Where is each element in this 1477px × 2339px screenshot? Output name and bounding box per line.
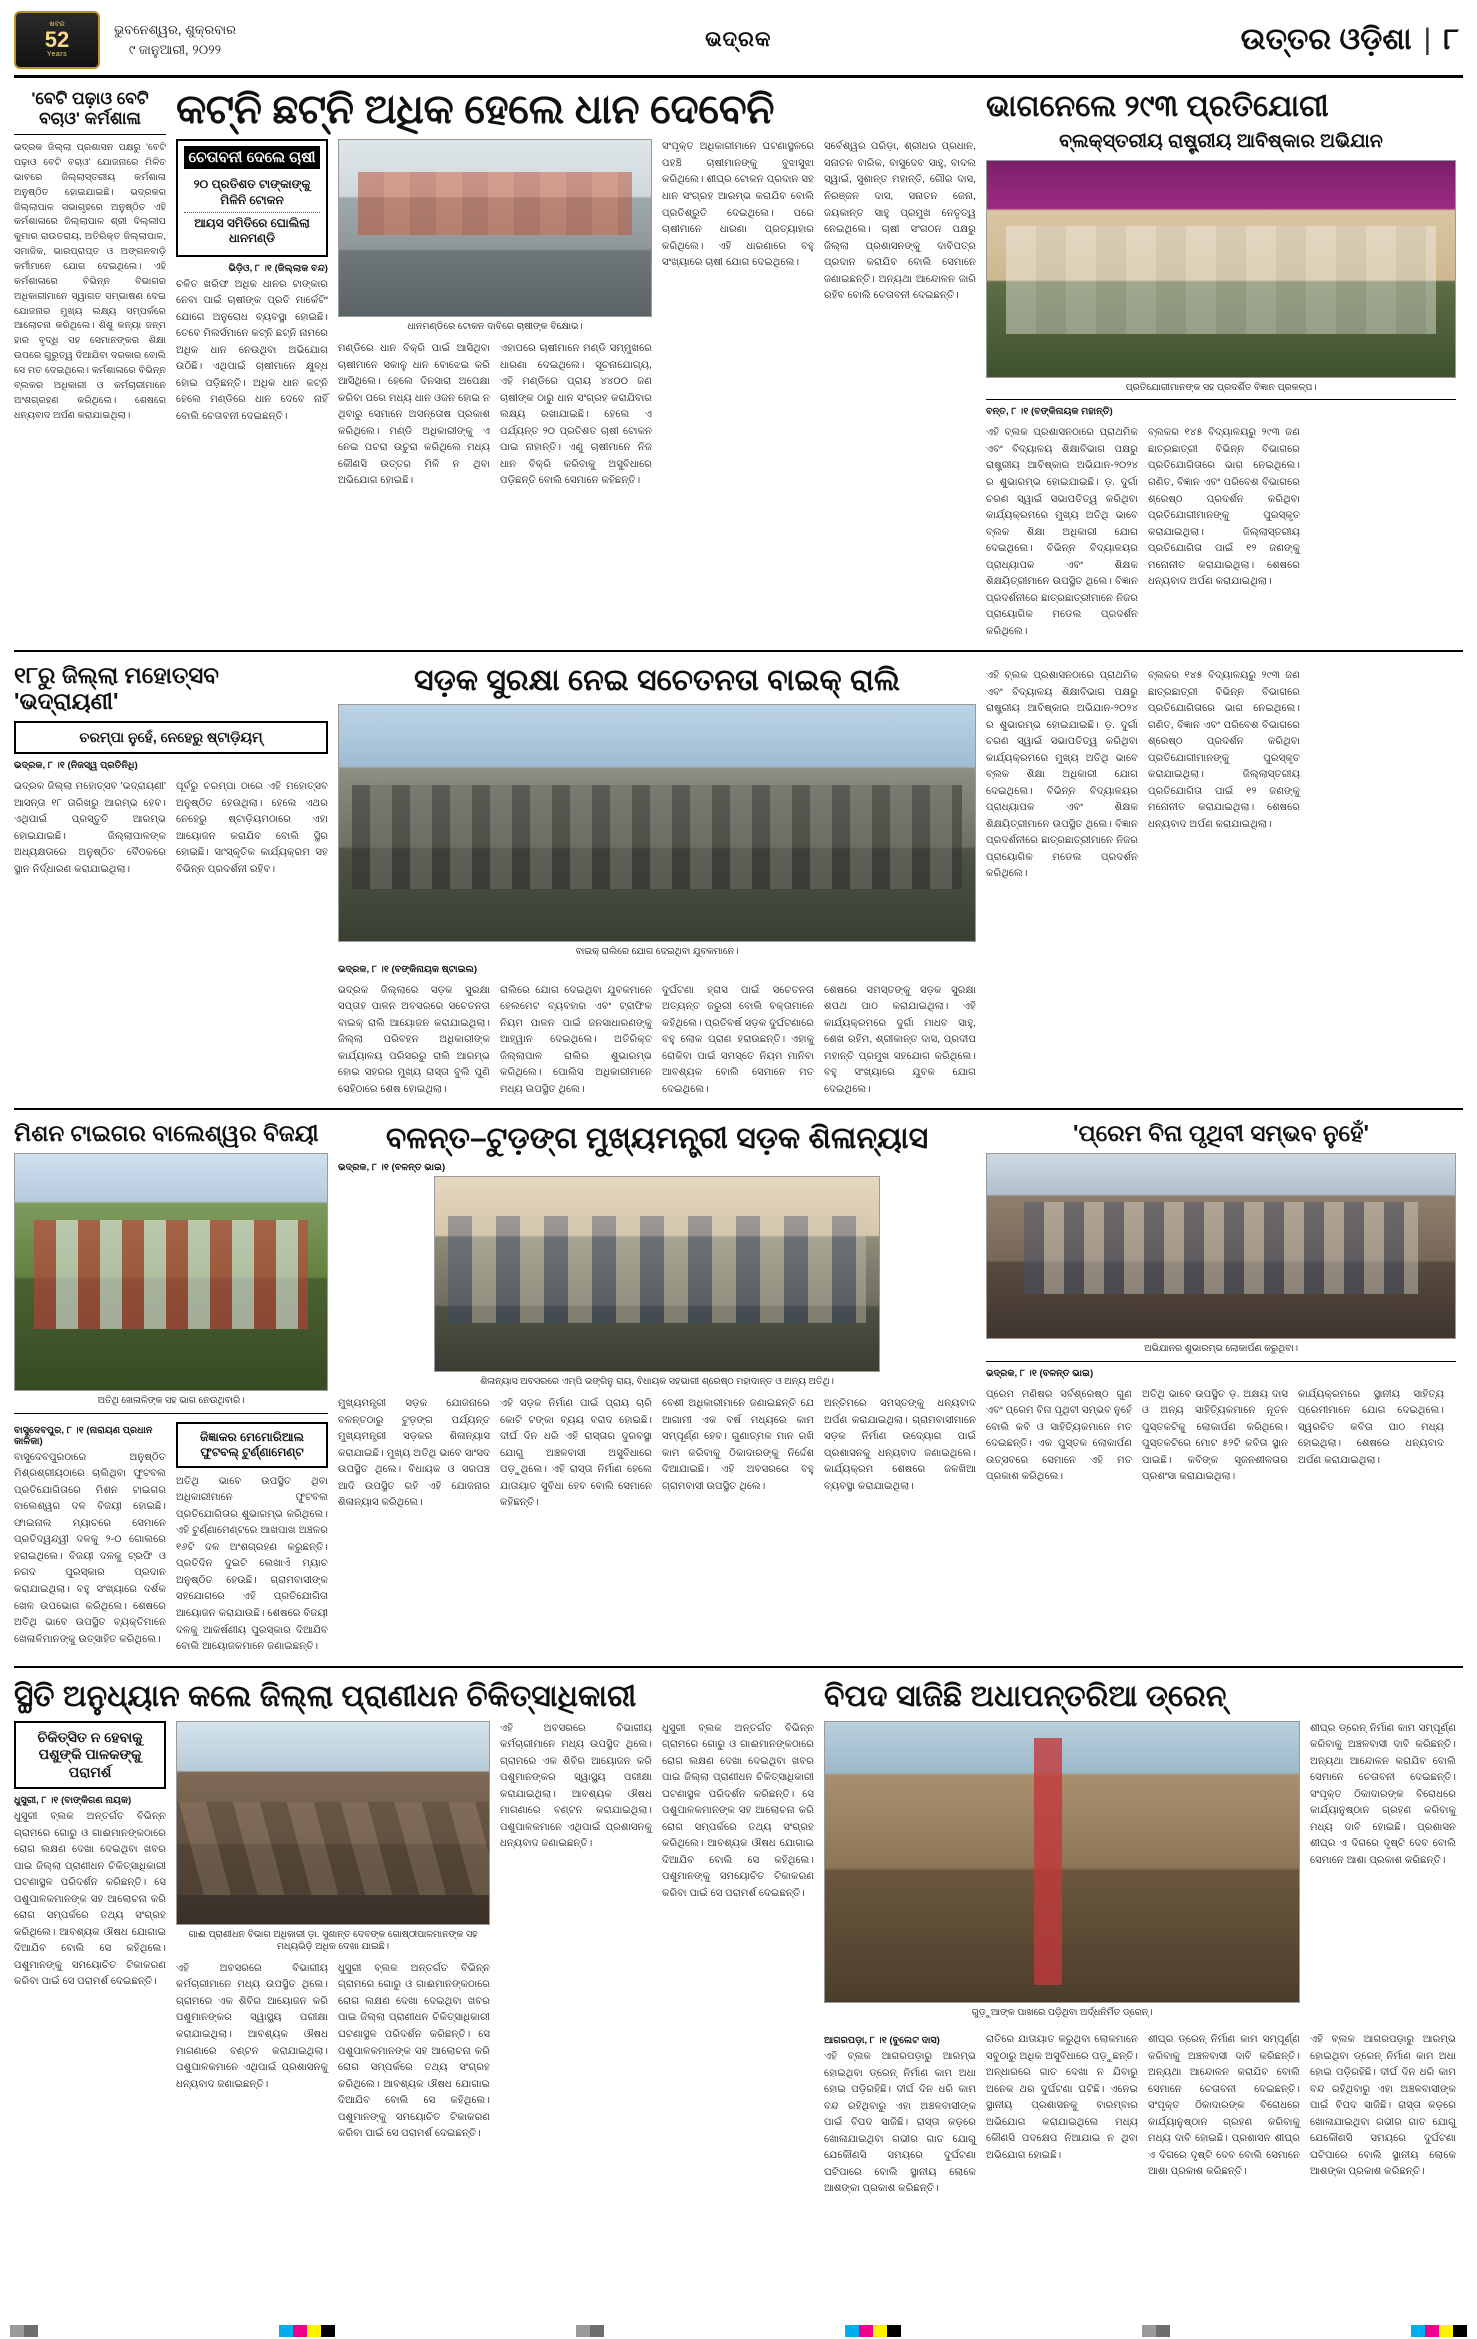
colorbar-group-gray-right [1142,2325,1170,2337]
dhana-col3-text: ଏହାପରେ ଚାଷୀମାନେ ମଣ୍ଡି ସମ୍ମୁଖରେ ଧାରଣା ଦେଇଥିଲେ। ସୂଚନାଯୋଗ୍ୟ, ଏହି ମଣ୍ଡିରେ ପ୍ରାୟ ୪୪୦୦ ଜଣ ଚାଷୀଙ୍କ ଠାରୁ ଧାନ ସଂଗ୍ରହ କରାଯିବାର ଲକ୍ଷ୍ୟ ରଖାଯାଇଛି। ହେଲେ ଏ ପର୍ଯ୍ୟନ୍ତ ୨୦ ପ୍ରତିଶତ ଚାଷୀ ଟୋକନ ପାଇ ନାହାନ୍ତି। ଏଣୁ ଚାଷୀମାନେ ନିଜ ଧାନ ବିକ୍ରି କରିବାକୁ ଅସୁବିଧାରେ ପଡ଼ିଛନ୍ତି ବୋଲି ସେମାନେ କହିଛନ୍ତି। [500,343,652,487]
dhana-col-a [176,139,328,489]
dhana-kicker-box [176,139,328,256]
vet-col1: ଧୁସୁରୀ ବ୍ଲକ ଅନ୍ତର୍ଗତ ବିଭିନ୍ନ ଗ୍ରାମରେ ଗୋରୁ ଓ ଗାଈମାନଙ୍କଠାରେ ରୋଗ ଲକ୍ଷଣ ଦେଖା ଦେଇଥିବା ଖବର ପାଇ ଜିଲ୍ଲା ପ୍ରାଣୀଧନ ଚିକିତ୍ସାଧିକାରୀ ଘଟଣାସ୍ଥଳ ପରିଦର୍ଶନ କରିଛନ୍ତି। ସେ ପଶୁପାଳକମାନଙ୍କ ସହ ଆଲୋଚନା କରି ରୋଗ ସମ୍ପର୍କରେ ତଥ୍ୟ ସଂଗ୍ରହ କରିଥିଲେ। ଆବଶ୍ୟକ ଔଷଧ ଯୋଗାଇ ଦିଆଯିବ ବୋଲି ସେ କହିଥିଲେ। ପଶୁମାନଙ୍କୁ ସମୟୋଚିତ ଟିକାକରଣ କରିବା ପାଇଁ ସେ ପରାମର୍ଶ ଦେଇଛନ୍ତି। [14,1811,166,1988]
dhana-sub-cols [338,341,652,490]
bhadrayani-col2: ପୂର୍ବରୁ ଚରମ୍ପା ଠାରେ ଏହି ମହୋତ୍ସବ ଅନୁଷ୍ଠିତ ହେଉଥିଲା। ହେଲେ ଏଥର ନେହେରୁ ଷ୍ଟାଡ଼ିୟମଠାରେ ଏହା ଆୟୋଜନ କରାଯିବ ବୋଲି ସ୍ଥିର ହୋଇଛି। ସାଂସ୍କୃତିକ କାର୍ଯ୍ୟକ୍ରମ ସହ ବିଭିନ୍ନ ପ୍ରଦର୍ଶନୀ ରହିବ। [176,781,328,875]
football-caption: ଅତିଥି ଖେଳାଳିଙ୍କ ସହ ଭାଗ ନେଉଥିବାରି। [97,1394,245,1406]
masthead [14,10,1463,78]
prema-photo [986,1153,1456,1339]
logo-years: 52 [44,26,70,52]
drain-columns [824,1721,1456,2025]
bike-rally-dateline: ଭଦ୍ରକ, ୮ ।୧ (ବଙ୍କିନାୟକ ଷ୍ଟାଇଲ) [338,963,478,975]
divider [14,1666,1463,1668]
prema-col2: ଅତିଥି ଭାବେ ଉପସ୍ଥିତ ଡ଼. ଅକ୍ଷୟ ଦାସ ଓ ଅନ୍ୟ ସାହିତ୍ୟିକମାନେ ନୂତନ ପୁସ୍ତକଟିକୁ ଲୋକାର୍ପଣ କରିଥିଲେ। ପୁସ୍ତକଟିରେ ମୋଟ ୫୨ଟି କବିତା ସ୍ଥାନ ପାଇଛି। କବିଙ୍କ ସୃଜନଶୀଳତାର ପ୍ରଶଂସା କରାଯାଇଥିଲା। [1142,1388,1288,1483]
swatch-black [321,2325,335,2337]
science-cont-columns [986,668,1456,883]
colorbar-group-cmyk-3 [1411,2325,1467,2337]
divider [14,1108,1463,1110]
drain-col2b: ଶୀଘ୍ର ଡ୍ରେନ୍ ନିର୍ମାଣ କାମ ସମ୍ପୂର୍ଣ୍ଣ କରିବାକୁ ଅଞ୍ଚଳବାସୀ ଦାବି କରିଛନ୍ତି। ଅନ୍ୟଥା ଆନ୍ଦୋଳନ କରାଯିବ ବୋଲି ସେମାନେ ଚେତାବନୀ ଦେଇଛନ୍ତି। ସଂପୃକ୍ତ ଠିକାଦାରଙ୍କ ବିରୋଧରେ କାର୍ଯ୍ୟାନୁଷ୍ଠାନ ଗ୍ରହଣ କରିବାକୁ ମଧ୍ୟ ଦାବି ହୋଇଛି। ପ୍ରଶାସନ ଶୀଘ୍ର ଏ ଦିଗରେ ଦୃଷ୍ଟି ଦେବ ବୋଲି ସେମାନେ ଆଶା ପ୍ରକାଶ କରିଛନ୍ତି। [1148,2034,1300,2178]
football-columns [14,1422,328,1656]
page-number: ୮ [1443,22,1459,56]
colorbar-group-gray-left [10,2325,38,2337]
drain-col3: ଶୀଘ୍ର ଡ୍ରେନ୍ ନିର୍ମାଣ କାମ ସମ୍ପୂର୍ଣ୍ଣ କରିବାକୁ ଅଞ୍ଚଳବାସୀ ଦାବି କରିଛନ୍ତି। ଅନ୍ୟଥା ଆନ୍ଦୋଳନ କରାଯିବ ବୋଲି ସେମାନେ ଚେତାବନୀ ଦେଇଛନ୍ତି। ସଂପୃକ୍ତ ଠିକାଦାରଙ୍କ ବିରୋଧରେ କାର୍ଯ୍ୟାନୁଷ୍ଠାନ ଗ୍ରହଣ କରିବାକୁ ମଧ୍ୟ ଦାବି ହୋଇଛି। ପ୍ରଶାସନ ଶୀଘ୍ର ଏ ଦିଗରେ ଦୃଷ୍ଟି ଦେବ ବୋଲି ସେମାନେ ଆଶା ପ୍ରକାଶ କରିଛନ୍ତି। [1310,1722,1456,1866]
article-bike-rally [338,660,976,1098]
swatch-magenta [293,2325,307,2337]
football-photo [14,1153,328,1391]
vet-photo-wrap [176,1721,490,2143]
bhadrayani-dateline: ଭଦ୍ରକ, ୮ ।୧ (ନିଜସ୍ୱ ପ୍ରତିନିଧି) [14,760,138,772]
colorbar-group-cmyk-2 [845,2325,901,2337]
science-col2: ବ୍ଲକର ୧୪୫ ବିଦ୍ୟାଳୟରୁ ୨୯୩ ଜଣ ଛାତ୍ରଛାତ୍ରୀ ବିଭିନ୍ନ ବିଭାଗରେ ପ୍ରତିଯୋଗିତାରେ ଭାଗ ନେଇଥିଲେ। ଗଣିତ, ବିଜ୍ଞାନ ଏବଂ ପରିବେଶ ବିଭାଗରେ ଶ୍ରେଷ୍ଠ ପ୍ରଦର୍ଶନ କରିଥିବା ପ୍ରତିଯୋଗୀମାନଙ୍କୁ ପୁରସ୍କୃତ କରାଯାଇଥିଲା। ଜିଲ୍ଲାସ୍ତରୀୟ ପ୍ରତିଯୋଗିତା ପାଇଁ ୧୨ ଜଣଙ୍କୁ ମନୋନୀତ କରାଯାଇଥିଲା। ଶେଷରେ ଧନ୍ୟବାଦ ଅର୍ପଣ କରାଯାଇଥିଲା। [1148,427,1300,588]
vet-photo [176,1721,490,1925]
dhana-col4-text: ସଂପୃକ୍ତ ଅଧିକାରୀମାନେ ଘଟଣାସ୍ଥଳରେ ପହଞ୍ଚି ଚାଷୀମାନଙ୍କୁ ବୁଝାସୁଝା କରିଥିଲେ। ଶୀଘ୍ର ଟୋକନ ପ୍ରଦାନ ସହ ଧାନ ସଂଗ୍ରହ ଆରମ୍ଭ କରାଯିବ ବୋଲି ପ୍ରତିଶ୍ରୁତି ଦେଇଥିଲେ। ପରେ ଚାଷୀମାନେ ଧାରଣା ପ୍ରତ୍ୟାହାର କରିଥିଲେ। ଏହି ଧାରଣାରେ ବହୁ ସଂଖ୍ୟାରେ ଚାଷୀ ଯୋଗ ଦେଇଥିଲେ। [662,141,814,269]
article-bhadrayani [14,660,328,1098]
divider [14,650,1463,652]
drain-headline: ବିପଦ ସାଜିଛି ଅଧାପନ୍ତରିଆ ଡ୍ରେନ୍ [824,1679,1227,1713]
swatch-yellow [307,2325,321,2337]
bhadrayani-columns [14,779,328,878]
memorial-headline: ଜିଜ୍ଞାକର ମେମୋରିଆଲ ଫୁଟବଲ୍ ଟୁର୍ଣ୍ଣାମେଣ୍ଟ [176,1422,328,1468]
vet-dateline: ଧୁସୁରୀ, ୮ ।୧ (ବାଙ୍କିଗଣ ନାୟକ) [14,1795,132,1807]
cm-road-columns [338,1396,976,1512]
bhadrayani-col1: ଭଦ୍ରକ ଜିଲ୍ଲା ମହୋତ୍ସବ 'ଭଦ୍ରାୟଣୀ' ଆସନ୍ତା ୧୮ ତାରିଖରୁ ଆରମ୍ଭ ହେବ। ଏଥିପାଇଁ ପ୍ରସ୍ତୁତି ଆରମ୍ଭ ହୋଇଯାଇଛି। ଜିଲ୍ଲାପାଳଙ୍କ ଅଧ୍ୟକ୍ଷତାରେ ଅନୁଷ୍ଠିତ ବୈଠକରେ ସ୍ଥାନ ନିର୍ଦ୍ଧାରଣ କରାଯାଇଥିଲା। [14,781,166,875]
vet-kicker: ଚିକିତ୍ସିତ ନ ହେବାକୁ ପଶୁଙ୍କି ପାଳକଙ୍କୁ ପରାମର୍ଶ [14,1721,166,1790]
article-football [14,1118,328,1655]
football-headline: ମିଶନ ଟାଇଗର ବାଲେଶ୍ୱର ବିଜୟୀ [14,1120,319,1147]
article-beti [14,86,166,640]
drain-col1: ଏହି ବ୍ଲକ ଆଗରପଡ଼ାରୁ ଆରମ୍ଭ ହୋଇଥିବା ଡ୍ରେନ୍ ନିର୍ମାଣ କାମ ଅଧା ହୋଇ ପଡ଼ିରହିଛି। ଦୀର୍ଘ ଦିନ ଧରି କାମ ବନ୍ଦ ରହିଥିବାରୁ ଏହା ଅଞ୍ଚଳବାସୀଙ୍କ ପାଇଁ ବିପଦ ସାଜିଛି। ରାସ୍ତା କଡ଼ରେ ଖୋଳାଯାଇଥିବା ଗଭୀର ଗାତ ଯୋଗୁ ଯେକୌଣସି ସମୟରେ ଦୁର୍ଘଟଣା ଘଟିପାରେ ବୋଲି ସ୍ଥାନୀୟ ଲୋକେ ଆଶଙ୍କା ପ୍ରକାଶ କରିଛନ୍ତି। [824,2051,976,2195]
dhana-col5-text: ସର୍ବେଶ୍ୱର ପରିଡ଼ା, ଶ୍ରୀଧର ପ୍ରଧାନ, ସନାତନ ବାରିକ, ବାସୁଦେବ ସାହୁ, ବାଦଲ ସ୍ୱାଇଁ, ସୁଶାନ୍ତ ମହାନ୍ତି, ଗୌର ଦାସ, ନିରଞ୍ଜନ ଦାସ, ସନାତନ ଜେନା, ଜୟକାନ୍ତ ସାହୁ ପ୍ରମୁଖ ନେତୃତ୍ୱ ନେଇଥିଲେ। ଚାଷୀ ସଂଗଠନ ପକ୍ଷରୁ ଜିଲ୍ଲା ପ୍ରଶାସନଙ୍କୁ ଦାବିପତ୍ର ପ୍ରଦାନ କରାଯିବ ବୋଲି ସେମାନେ ଜଣାଇଛନ୍ତି। ଅନ୍ୟଥା ଆନ୍ଦୋଳନ ଜାରି ରହିବ ବୋଲି ଚେତାବନୀ ଦେଇଛନ୍ତି। [824,141,976,302]
masthead-date-line1: ଭୁବନେଶ୍ୱର, ଶୁକ୍ରବାର [114,22,236,37]
cm-road-caption: ଶିଳାନ୍ୟାସ ଅବସରରେ ଏମ୍‌ପି ଭଙ୍ଗିନୁ ରାୟ, ବିଧାୟକ ସହଭାଗୀ ଶ୍ରେଷ୍ଠ ମହାଦାନ୍ତ ଓ ଅନ୍ୟ ଅତିଥି। [480,1375,834,1387]
swatch-cyan [279,2325,293,2337]
drain-dateline: ଆଗରପଡ଼ା, ୮ ।୧ (ବୁଲେଟ ଦାସ) [824,2035,940,2047]
bhadrayani-kicker: ଚରମ୍ପା ନୁହେଁ, ନେହେରୁ ଷ୍ଟାଡ଼ିୟମ୍ [14,721,328,755]
football-dateline: ବାସୁଦେବପୁର, ୮ ।୧ (ନାରାୟଣ ପ୍ରଧାନ କାଳିକା) [14,1424,153,1447]
science-photo [986,160,1456,378]
drain-caption: ଗୁଡ଼ୁଆଙ୍କ ପାଖରେ ପଡ଼ିଥିବା ଅର୍ଦ୍ଧନିର୍ମିତ ଡ୍ରେନ୍। [971,2005,1153,2017]
prema-columns [986,1387,1456,1486]
article-cm-road [338,1118,976,1655]
row-3 [14,1118,1463,1655]
swatch-gray [10,2325,24,2337]
vet-col-a [14,1721,166,2143]
swatch-gray [576,2325,590,2337]
prema-caption: ଅଭିଯାନର ଶୁଭାରମ୍ଭ ଲୋକାର୍ପଣ କରୁଥିବା। [1144,1342,1298,1354]
article-drain [824,1676,1456,2198]
cm-road-photo [434,1176,881,1372]
prema-dateline: ଭଦ୍ରକ, ୮ ।୧ (ବଳନ୍ତ ଭାଇ) [986,1367,1094,1379]
science-continued [986,660,1456,1098]
cm-road-dateline: ଭଦ୍ରକ, ୮ ।୧ (ବଳନ୍ତ ଭାଇ) [338,1162,446,1174]
beti-body: ଭଦ୍ରକ ଜିଲ୍ଲା ପ୍ରଶାସନ ପକ୍ଷରୁ 'ବେଟି ପଢ଼ାଓ ବେଟି ବଚାଓ' ଯୋଜନାରେ ମିଳିତ ଭାବରେ ଜିଲ୍ଲାସ୍ତରୀୟ କର୍ମଶାଳା ଅନୁଷ୍ଠିତ ହୋଇଯାଇଛି। ଭଦ୍ରକର ଜିଲ୍ଲାପାଳ ସଭାଗୃହରେ ଅନୁଷ୍ଠିତ ଏହି କର୍ମଶାଳାରେ ଜିଲ୍ଲାପାଳ ଶ୍ରୀ ଦିଲ୍ଲୀପ କୁମାର ରାଉତରାୟ, ଅତିରିକ୍ତ ଜିଲ୍ଲାପାଳ, ସମାଜିକ, ଭାରପ୍ରାପ୍ତ ଓ ଅଙ୍ଗନବାଡ଼ି କର୍ମୀମାନେ ଯୋଗ ଦେଇଥିଲେ। ଏହି କର୍ମଶାଳାରେ ବିଭିନ୍ନ ବିଭାଗର ଅଧିକାରୀମାନେ ସ୍ୱାଗତ ସମ୍ଭାଷଣ ଦେଇ ଯୋଜନାର ମୁଖ୍ୟ ଲକ୍ଷ୍ୟ ସମ୍ପର୍କରେ ଆଲୋଚନା କରିଥିଲେ। ଶିଶୁ କନ୍ୟା ଜନ୍ମ ହାର ବୃଦ୍ଧି ସହ ସେମାନଙ୍କର ଶିକ୍ଷା ଉପରେ ଗୁରୁତ୍ୱ ଦିଆଯିବା ଦରକାର ବୋଲି ସେ ମତ ଦେଇଥିଲେ। କର୍ମଶାଳାରେ ବିଭିନ୍ନ ବ୍ଲକର ଅଧିକାରୀ ଓ କର୍ମଚାରୀମାନେ ଅଂଶଗ୍ରହଣ କରିଥିଲେ। ଶେଷରେ ଧନ୍ୟବାଦ ଅର୍ପଣ କରାଯାଇଥିଲା। [14,142,166,421]
swatch-cyan [1411,2325,1425,2337]
newspaper-logo [14,11,100,69]
science-dateline: ବନ୍ତ, ୮ ।୧ (ବଙ୍କିନାୟକ ମହାନ୍ତି) [986,406,1113,418]
vet-col2: ଏହି ଅବସରରେ ବିଭାଗୀୟ କର୍ମଚାରୀମାନେ ମଧ୍ୟ ଉପସ୍ଥିତ ଥିଲେ। ଗ୍ରାମରେ ଏକ ଶିବିର ଆୟୋଜନ କରି ପଶୁମାନଙ୍କର ସ୍ୱାସ୍ଥ୍ୟ ପରୀକ୍ଷା କରାଯାଇଥିଲା। ଆବଶ୍ୟକ ଔଷଧ ମାଗଣାରେ ବଣ୍ଟନ କରାଯାଇଥିଲା। ପଶୁପାଳକମାନେ ଏଥିପାଇଁ ପ୍ରଶାସନକୁ ଧନ୍ୟବାଦ ଜଣାଇଛନ୍ତି। [176,1962,328,2090]
bike-rally-caption: ବାଇକ୍ ରାଲିରେ ଯୋଗ ଦେଇଥିବା ଯୁବକମାନେ। [575,945,739,957]
bike-rally-columns [338,983,976,1099]
bike-rally-photo [338,704,976,942]
swatch-black [887,2325,901,2337]
colorbar-group-cmyk-1 [279,2325,335,2337]
prema-headline: 'ପ୍ରେମ ବିନା ପୃଥିବୀ ସମ୍ଭବ ନୁହେଁ' [1073,1120,1369,1147]
photo-content [339,140,651,316]
swatch-darkgray [24,2325,38,2337]
dhana-col1-text: ଚଳିତ ଖରିଫ ଅଧିକ ଧାନର ଟାଙ୍କାର ନେବା ପାଇଁ ଚାଷୀଙ୍କ ପ୍ରତି ମାର୍କେଟିଂ ଯୋଗେ ଅନୁରୋଧ ବ୍ୟବସ୍ଥା ହୋଇଛି। ତେବେ ମିଲର୍ସମାନେ କଟ୍‌ନି ଛଟ୍‌ନି ନାମରେ ଅଧିକ ଧାନ ନେଉଥିବା ଅଭିଯୋଗ ଉଠିଛି। ଏଥିପାଇଁ ଚାଷୀମାନେ କ୍ଷୁବ୍ଧ ହୋଇ ପଡ଼ିଛନ୍ତି। ଅଧିକ ଧାନ କଟ୍‌ନି ହେଲେ ମଣ୍ଡିରେ ଧାନ ଦେବେ ନାହିଁ ବୋଲି ଚେତାବନୀ ଦେଇଛନ୍ତି। [176,278,328,422]
vet-col-d [500,1721,652,2143]
dhana-col-d [662,139,814,489]
article-vet [14,1676,814,2198]
swatch-gray [1142,2325,1156,2337]
vet-col5: ଧୁସୁରୀ ବ୍ଲକ ଅନ୍ତର୍ଗତ ବିଭିନ୍ନ ଗ୍ରାମରେ ଗୋରୁ ଓ ଗାଈମାନଙ୍କଠାରେ ରୋଗ ଲକ୍ଷଣ ଦେଖା ଦେଇଥିବା ଖବର ପାଇ ଜିଲ୍ଲା ପ୍ରାଣୀଧନ ଚିକିତ୍ସାଧିକାରୀ ଘଟଣାସ୍ଥଳ ପରିଦର୍ଶନ କରିଛନ୍ତି। ସେ ପଶୁପାଳକମାନଙ୍କ ସହ ଆଲୋଚନା କରି ରୋଗ ସମ୍ପର୍କରେ ତଥ୍ୟ ସଂଗ୍ରହ କରିଥିଲେ। ଆବଶ୍ୟକ ଔଷଧ ଯୋଗାଇ ଦିଆଯିବ ବୋଲି ସେ କହିଥିଲେ। ପଶୁମାନଙ୍କୁ ସମୟୋଚିତ ଟିକାକରଣ କରିବା ପାଇଁ ସେ ପରାମର୍ଶ ଦେଇଛନ୍ତି। [662,1722,814,1899]
dhana-headline: କଟ୍‌ନି ଛଟ୍‌ନି ଅଧିକ ହେଲେ ଧାନ ଦେବେନି [176,86,774,132]
divider [14,1413,328,1414]
masthead-edition: ଭଦ୍ରକ [705,27,772,51]
swatch-darkgray [1156,2325,1170,2337]
drain-col3b: ଏହି ବ୍ଲକ ଆଗରପଡ଼ାରୁ ଆରମ୍ଭ ହୋଇଥିବା ଡ୍ରେନ୍ ନିର୍ମାଣ କାମ ଅଧା ହୋଇ ପଡ଼ିରହିଛି। ଦୀର୍ଘ ଦିନ ଧରି କାମ ବନ୍ଦ ରହିଥିବାରୁ ଏହା ଅଞ୍ଚଳବାସୀଙ୍କ ପାଇଁ ବିପଦ ସାଜିଛି। ରାସ୍ତା କଡ଼ରେ ଖୋଳାଯାଇଥିବା ଗଭୀର ଗାତ ଯୋଗୁ ଯେକୌଣସି ସମୟରେ ଦୁର୍ଘଟଣା ଘଟିପାରେ ବୋଲି ସ୍ଥାନୀୟ ଲୋକେ ଆଶଙ୍କା ପ୍ରକାଶ କରିଛନ୍ତି। [1310,2034,1456,2178]
prema-col3: କାର୍ଯ୍ୟକ୍ରମରେ ସ୍ଥାନୀୟ ସାହିତ୍ୟ ପ୍ରେମୀମାନେ ଯୋଗ ଦେଇଥିଲେ। ସ୍ୱରଚିତ କବିତା ପାଠ ମଧ୍ୟ ହୋଇଥିଲା। ଶେଷରେ ଧନ୍ୟବାଦ ଅର୍ପଣ କରାଯାଇଥିଲା। [1298,1388,1444,1466]
photo-content [435,1177,880,1371]
registration-colorbar [0,2323,1477,2339]
dhana-col-e [824,139,976,489]
photo-content [987,1154,1455,1338]
swatch-yellow [873,2325,887,2337]
cm-road-col4: ଅନ୍ତିମରେ ସମସ୍ତଙ୍କୁ ଧନ୍ୟବାଦ ଅର୍ପଣ କରାଯାଇଥିଲା। ଗ୍ରାମବାସୀମାନେ ସଡ଼କ ନିର୍ମାଣ ଉଦ୍ୟୋଗ ପାଇଁ ପ୍ରଶାସନକୁ ଧନ୍ୟବାଦ ଜଣାଇଥିଲେ। କାର୍ଯ୍ୟକ୍ରମ ଶେଷରେ ଜଳଖିଆ ବ୍ୟବସ୍ଥା କରାଯାଇଥିଲା। [824,1398,976,1492]
row-4 [14,1676,1463,2198]
vet-sub-cols [176,1961,490,2143]
beti-headline: 'ବେଟି ପଢ଼ାଓ ବେଟି ବଚାଓ' କର୍ମଶାଳା [31,89,149,128]
divider [986,1361,1456,1362]
logo-top-text: ଖବର [49,20,65,28]
dhana-photo [338,139,652,317]
bhadrayani-headline: ୧୮ରୁ ଜିଲ୍ଲା ମହୋତ୍ସବ 'ଭଦ୍ରାୟଣୀ' [14,662,219,714]
science-caption: ପ୍ରତିଯୋଗୀମାନଙ୍କ ସହ ପ୍ରଦର୍ଶିତ ବିଜ୍ଞାନ ପ୍ରକଳ୍ପ। [1125,380,1317,392]
photo-content [825,1722,1299,2002]
row-1 [14,86,1463,640]
swatch-magenta [1425,2325,1439,2337]
bike-rally-col1: ଭଦ୍ରକ ଜିଲ୍ଲାରେ ସଡ଼କ ସୁରକ୍ଷା ସପ୍ତାହ ପାଳନ ଅବସରରେ ସଚେତନତା ବାଇକ୍ ରାଲି ଆୟୋଜନ କରାଯାଇଥିଲା। ଜିଲ୍ଲା ପରିବହନ ଅଧିକାରୀଙ୍କ କାର୍ଯ୍ୟାଳୟ ପରିସରରୁ ରାଲି ଆରମ୍ଭ ହୋଇ ସହରର ମୁଖ୍ୟ ରାସ୍ତା ବୁଲି ପୁଣି ସେହିଠାରେ ଶେଷ ହୋଇଥିଲା। [338,984,490,1095]
memorial-col1: ଅତିଥି ଭାବେ ଉପସ୍ଥିତ ଥିବା ଅଧିକାରୀମାନେ ଫୁଟବଲ ପ୍ରତିଯୋଗିତାର ଶୁଭାରମ୍ଭ କରିଥିଲେ। ଏହି ଟୁର୍ଣ୍ଣାମେଣ୍ଟରେ ଆଖପାଖ ଅଞ୍ଚଳର ୧୬ଟି ଦଳ ଅଂଶଗ୍ରହଣ କରୁଛନ୍ତି। ପ୍ରତିଦିନ ଦୁଇଟି ଲେଖାଏଁ ମ୍ୟାଚ ଅନୁଷ୍ଠିତ ହେଉଛି। ଗ୍ରାମବାସୀଙ୍କ ସହଯୋଗରେ ଏହି ପ୍ରତିଯୋଗିତା ଆୟୋଜନ କରାଯାଉଛି। ଶେଷରେ ବିଜୟୀ ଦଳକୁ ଆକର୍ଷଣୀୟ ପୁରସ୍କାର ଦିଆଯିବ ବୋଲି ଆୟୋଜକମାନେ ଜଣାଇଛନ୍ତି। [176,1475,328,1653]
row-2 [14,660,1463,1098]
masthead-separator: | [1423,22,1432,56]
vet-headline: ସ୍ଥିତି ଅନୁଧ୍ୟାନ କଲେ ଜିଲ୍ଲା ପ୍ରାଣୀଧନ ଚିକିତ୍ସାଧିକାରୀ [14,1679,637,1713]
dhana-columns [176,139,976,489]
cm-road-col2: ଏହି ସଡ଼କ ନିର୍ମାଣ ପାଇଁ ପ୍ରାୟ ଚାରି କୋଟି ଟଙ୍କା ବ୍ୟୟ ବରାଦ ହୋଇଛି। ଦୀର୍ଘ ଦିନ ଧରି ଏହି ରାସ୍ତାର ଦୁରବସ୍ଥା ଯୋଗୁ ଅଞ୍ଚଳବାସୀ ଅସୁବିଧାରେ ପଡ଼ୁଥିଲେ। ଏହି ରାସ୍ତା ନିର୍ମାଣ ହେଲେ ଯାତାୟାତ ସୁବିଧା ହେବ ବୋଲି ସେମାନେ କହିଛନ୍ତି। [500,1398,652,1509]
bike-rally-headline: ସଡ଼କ ସୁରକ୍ଷା ନେଇ ସଚେତନତା ବାଇକ୍ ରାଲି [414,664,900,698]
science-cont-col2: ବ୍ଲକର ୧୪୫ ବିଦ୍ୟାଳୟରୁ ୨୯୩ ଜଣ ଛାତ୍ରଛାତ୍ରୀ ବିଭିନ୍ନ ବିଭାଗରେ ପ୍ରତିଯୋଗିତାରେ ଭାଗ ନେଇଥିଲେ। ଗଣିତ, ବିଜ୍ଞାନ ଏବଂ ପରିବେଶ ବିଭାଗରେ ଶ୍ରେଷ୍ଠ ପ୍ରଦର୍ଶନ କରିଥିବା ପ୍ରତିଯୋଗୀମାନଙ୍କୁ ପୁରସ୍କୃତ କରାଯାଇଥିଲା। ଜିଲ୍ଲାସ୍ତରୀୟ ପ୍ରତିଯୋଗିତା ପାଇଁ ୧୨ ଜଣଙ୍କୁ ମନୋନୀତ କରାଯାଇଥିଲା। ଶେଷରେ ଧନ୍ୟବାଦ ଅର୍ପଣ କରାଯାଇଥିଲା। [1148,670,1300,830]
drain-photo-wrap [824,1721,1300,2025]
vet-col-e [662,1721,814,2143]
football-col1-wrap [14,1422,166,1656]
article-prema [986,1118,1456,1655]
drain-photo [824,1721,1300,2003]
science-col1: ଏହି ବ୍ଲକ ପ୍ରଶାସନଠାରେ ପ୍ରାଥମିକ ଏବଂ ବିଦ୍ୟାଳୟ ଶିକ୍ଷାବିଭାଗ ପକ୍ଷରୁ ରାଷ୍ଟ୍ରୀୟ ଆବିଷ୍କାର ଅଭିଯାନ-୨୦୨୪ ର ଶୁଭାରମ୍ଭ ହୋଇଯାଇଛି। ଡ଼. ଦୁର୍ଗା ଚରଣ ସ୍ୱାଇଁ ସଭାପତିତ୍ୱ କରିଥିବା କାର୍ଯ୍ୟକ୍ରମରେ ମୁଖ୍ୟ ଅତିଥି ଭାବେ ବ୍ଲକ ଶିକ୍ଷା ଅଧିକାରୀ ଯୋଗ ଦେଇଥିଲେ। ବିଭିନ୍ନ ବିଦ୍ୟାଳୟର ପ୍ରାଧ୍ୟାପକ ଏବଂ ଶିକ୍ଷକ ଶିକ୍ଷୟିତ୍ରୀମାନେ ଉପସ୍ଥିତ ଥିଲେ। ବିଜ୍ଞାନ ପ୍ରଦର୍ଶନୀରେ ଛାତ୍ରଛାତ୍ରୀମାନେ ନିଜର ପ୍ରାୟୋଗିକ ମଡେଲ ପ୍ରଦର୍ଶନ କରିଥିଲେ। [986,427,1138,637]
science-cont-col1: ଏହି ବ୍ଲକ ପ୍ରଶାସନଠାରେ ପ୍ରାଥମିକ ଏବଂ ବିଦ୍ୟାଳୟ ଶିକ୍ଷାବିଭାଗ ପକ୍ଷରୁ ରାଷ୍ଟ୍ରୀୟ ଆବିଷ୍କାର ଅଭିଯାନ-୨୦୨୪ ର ଶୁଭାରମ୍ଭ ହୋଇଯାଇଛି। ଡ଼. ଦୁର୍ଗା ଚରଣ ସ୍ୱାଇଁ ସଭାପତିତ୍ୱ କରିଥିବା କାର୍ଯ୍ୟକ୍ରମରେ ମୁଖ୍ୟ ଅତିଥି ଭାବେ ବ୍ଲକ ଶିକ୍ଷା ଅଧିକାରୀ ଯୋଗ ଦେଇଥିଲେ। ବିଭିନ୍ନ ବିଦ୍ୟାଳୟର ପ୍ରାଧ୍ୟାପକ ଏବଂ ଶିକ୍ଷକ ଶିକ୍ଷୟିତ୍ରୀମାନେ ଉପସ୍ଥିତ ଥିଲେ। ବିଜ୍ଞାନ ପ୍ରଦର୍ଶନୀରେ ଛାତ୍ରଛାତ୍ରୀମାନେ ନିଜର ପ୍ରାୟୋଗିକ ମଡେଲ ପ୍ରଦର୍ଶନ କରିଥିଲେ। [986,670,1138,880]
article-memorial [176,1422,328,1656]
drain-col-right [1310,1721,1456,2025]
drain-columns-lower [824,2032,1456,2198]
dhana-box-item-1: ଆୟସ ସମିତିରେ ଘୋଲିଲା ଧାନମଣ୍ଡି [184,212,320,250]
science-columns [986,425,1456,640]
masthead-region: ଉତ୍ତର ଓଡ଼ିଶା [1240,22,1412,56]
swatch-cyan [845,2325,859,2337]
cm-road-col1: ମୁଖ୍ୟମନ୍ତ୍ରୀ ସଡ଼କ ଯୋଜନାରେ ବଳନ୍ତଠାରୁ ଟୁଡ଼ଙ୍ଗ ପର୍ଯ୍ୟନ୍ତ ମୁଖ୍ୟମନ୍ତ୍ରୀ ସଡ଼କର ଶିଳାନ୍ୟାସ କରାଯାଇଛି। ମୁଖ୍ୟ ଅତିଥି ଭାବେ ସାଂସଦ ଉପସ୍ଥିତ ଥିଲେ। ବିଧାୟକ ଓ ସରପଞ୍ଚ ଆଦି ଉପସ୍ଥିତ ରହି ଏହି ଯୋଜନାର ଶିଳାନ୍ୟାସ କରିଥିଲେ। [338,1398,490,1509]
dhana-box-item-0: ୨୦ ପ୍ରତିଶତ ଟାଙ୍କାଙ୍କୁ ମିଳିନି ଟୋକନ [193,177,311,208]
vet-col4: ଏହି ଅବସରରେ ବିଭାଗୀୟ କର୍ମଚାରୀମାନେ ମଧ୍ୟ ଉପସ୍ଥିତ ଥିଲେ। ଗ୍ରାମରେ ଏକ ଶିବିର ଆୟୋଜନ କରି ପଶୁମାନଙ୍କର ସ୍ୱାସ୍ଥ୍ୟ ପରୀକ୍ଷା କରାଯାଇଥିଲା। ଆବଶ୍ୟକ ଔଷଧ ମାଗଣାରେ ବଣ୍ଟନ କରାଯାଇଥିଲା। ପଶୁପାଳକମାନେ ଏଥିପାଇଁ ପ୍ରଶାସନକୁ ଧନ୍ୟବାଦ ଜଣାଇଛନ୍ତି। [500,1722,652,1850]
cm-road-headline: ବଳନ୍ତ–ଟୁଡ଼ଙ୍ଗ ମୁଖ୍ୟମନ୍ତ୍ରୀ ସଡ଼କ ଶିଳାନ୍ୟାସ [385,1122,929,1156]
drain-col2: ରାତିରେ ଯାତାୟାତ କରୁଥିବା ଲୋକମାନେ ସବୁଠାରୁ ଅଧିକ ଅସୁବିଧାରେ ପଡ଼ୁଛନ୍ତି। ଅନ୍ଧାରରେ ଗାତ ଦେଖା ନ ଯିବାରୁ ଅନେକ ଥର ଦୁର୍ଘଟଣା ଘଟିଛି। ଏନେଇ ସ୍ଥାନୀୟ ପ୍ରଶାସନକୁ ବାରମ୍ବାର ଅଭିଯୋଗ କରାଯାଇଥିଲେ ମଧ୍ୟ କୌଣସି ପଦକ୍ଷେପ ନିଆଯାଇ ନ ଥିବା ଅଭିଯୋଗ ହୋଇଛି। [986,2034,1138,2161]
logo-years-label: Years [46,51,68,59]
drain-lower-a [824,2032,976,2198]
science-headline: ଭାଗନେଲେ ୨୯୩ ପ୍ରତିଯୋଗୀ [986,90,1329,123]
article-dhana [176,86,976,640]
swatch-yellow [1439,2325,1453,2337]
dhana-caption: ଧାନମଣ୍ଡିରେ ଟୋକନ ଦାବିରେ ଚାଷୀଙ୍କ ବିକ୍ଷୋଭ। [407,320,583,332]
swatch-darkgray [590,2325,604,2337]
cm-road-col3: ବେଶୀ ଅଧିକାରୀମାନେ ଜଣାଇଛନ୍ତି ଯେ ଆଗାମୀ ଏକ ବର୍ଷ ମଧ୍ୟରେ କାମ ସମ୍ପୂର୍ଣ୍ଣ ହେବ। ଗୁଣାତ୍ମକ ମାନ ରଖି କାମ କରିବାକୁ ଠିକାଦାରଙ୍କୁ ନିର୍ଦ୍ଦେଶ ଦିଆଯାଇଛି। ଏହି ଅବସରରେ ବହୁ ଗ୍ରାମବାସୀ ଉପସ୍ଥିତ ଥିଲେ। [662,1398,814,1492]
bike-rally-col4: ଶେଷରେ ସମସ୍ତଙ୍କୁ ସଡ଼କ ସୁରକ୍ଷା ଶପଥ ପାଠ କରାଯାଇଥିଲା। ଏହି କାର୍ଯ୍ୟକ୍ରମରେ ଦୁର୍ଗା ମାଧବ ସାହୁ, ଶେଖ ରହିମ, ଶ୍ରୀକାନ୍ତ ଦାସ, ପ୍ରଦୀପ ମହାନ୍ତି ପ୍ରମୁଖ ସହଯୋଗ କରିଥିଲେ। ବହୁ ସଂଖ୍ୟାରେ ଯୁବକ ଯୋଗ ଦେଇଥିଲେ। [824,984,976,1095]
masthead-region-group [1241,23,1463,57]
dhana-dateline: ଭିଡ଼ିଓ, ୮ ।୧ (ଜିଲ୍ଲାକ ବନ୍ଦ) [228,262,328,274]
photo-content [15,1154,327,1390]
swatch-magenta [859,2325,873,2337]
dhana-box-list [184,174,320,249]
colorbar-group-gray-mid [576,2325,604,2337]
swatch-black [1453,2325,1467,2337]
dhana-photo-wrap [338,139,652,489]
science-subhead: ବ୍ଲକ୍‌ସ୍ତରୀୟ ରାଷ୍ଟ୍ରୀୟ ଆବିଷ୍କାର ଅଭିଯାନ [1059,131,1383,152]
bike-rally-col3: ଦୁର୍ଘଟଣା ହ୍ରାସ ପାଇଁ ସଚେତନତା ଅତ୍ୟନ୍ତ ଜରୁରୀ ବୋଲି ବକ୍ତାମାନେ କହିଥିଲେ। ପ୍ରତିବର୍ଷ ସଡ଼କ ଦୁର୍ଘଟଣାରେ ବହୁ ଲୋକ ପ୍ରାଣ ହରାଉଛନ୍ତି। ଏହାକୁ ରୋକିବା ପାଇଁ ସମସ୍ତେ ନିୟମ ମାନିବା ଆବଶ୍ୟକ ବୋଲି ସେମାନେ ମତ ଦେଇଥିଲେ। [662,984,814,1095]
vet-columns [14,1721,814,2143]
article-science [986,86,1456,640]
vet-caption: ଗାଈ ପ୍ରାଣୀଧନ ବିଭାଗ ଅଧିକାରୀ ଡ଼ା. ସୁଶାନ୍ତ ଦେବଙ୍କ ଗୋଷ୍ଠୀପାଳମାନଙ୍କ ସହ ମଧ୍ୟଭିଡ଼ି ଅଧିକ ଦେଖା ଯାଇଛି। [188,1927,478,1952]
divider [14,134,166,135]
masthead-date [114,20,236,59]
football-col1: ବାସୁଦେବପୁରଠାରେ ଅନୁଷ୍ଠିତ ମିଶ୍ରଶ୍ରୀୟଠାରେ ଚାଲିଥିବା ଫୁଟବଲ ପ୍ରତିଯୋଗିତାରେ ମିଶନ ଟାଇଗର ବାଲେଶ୍ୱର ଦଳ ବିଜୟୀ ହୋଇଛି। ଫାଇନାଲ ମ୍ୟାଚରେ ସେମାନେ ପ୍ରତିଦ୍ୱନ୍ଦ୍ୱୀ ଦଳକୁ ୨-୦ ଗୋଲରେ ହରାଇଥିଲେ। ବିଜୟୀ ଦଳକୁ ଟ୍ରଫି ଓ ନଗଦ ପୁରସ୍କାର ପ୍ରଦାନ କରାଯାଇଥିଲା। ବହୁ ସଂଖ୍ୟାରେ ଦର୍ଶକ ଖେଳ ଉପଭୋଗ କରିଥିଲେ। ଶେଷରେ ଅତିଥି ଭାବେ ଉପସ୍ଥିତ ବ୍ୟକ୍ତିମାନେ ଖେଳାଳିମାନଙ୍କୁ ଉତ୍ସାହିତ କରିଥିଲେ। [14,1451,166,1645]
photo-content [177,1722,489,1924]
divider [986,399,1456,400]
dhana-col2-text: ମଣ୍ଡିରେ ଧାନ ବିକ୍ରି ପାଇଁ ଆସିଥିବା ଚାଷୀମାନେ ସକାଳୁ ଧାନ ବୋଝେଇ କରି ଆସିଥିଲେ। ହେଲେ ଦିନସାରା ଅପେକ୍ଷା କରିବା ପରେ ମଧ୍ୟ ଧାନ ଓଜନ ହୋଇ ନ ଥିବାରୁ ସେମାନେ ଅସନ୍ତୋଷ ପ୍ରକାଶ କରିଥିଲେ। ମଣ୍ଡି ଅଧିକାରୀଙ୍କୁ ଏ ନେଇ ପଚରା ଉଚୁରା କରିଥିଲେ ମଧ୍ୟ କୌଣସି ଉତ୍ତର ମିଳି ନ ଥିବା ଅଭିଯୋଗ ହୋଇଛି। [338,343,490,487]
bike-rally-col2: ରାଲିରେ ଯୋଗ ଦେଇଥିବା ଯୁବକମାନେ ହେଲମେଟ ବ୍ୟବହାର ଏବଂ ଟ୍ରାଫିକ ନିୟମ ପାଳନ ପାଇଁ ଜନସାଧାରଣଙ୍କୁ ଆହ୍ୱାନ ଦେଇଥିଲେ। ଅତିରିକ୍ତ ଜିଲ୍ଲାପାଳ ରାଲିର ଶୁଭାରମ୍ଭ କରିଥିଲେ। ପୋଲିସ ଅଧିକାରୀମାନେ ମଧ୍ୟ ଉପସ୍ଥିତ ଥିଲେ। [500,984,652,1095]
photo-content [987,161,1455,377]
vet-col3: ଧୁସୁରୀ ବ୍ଲକ ଅନ୍ତର୍ଗତ ବିଭିନ୍ନ ଗ୍ରାମରେ ଗୋରୁ ଓ ଗାଈମାନଙ୍କଠାରେ ରୋଗ ଲକ୍ଷଣ ଦେଖା ଦେଇଥିବା ଖବର ପାଇ ଜିଲ୍ଲା ପ୍ରାଣୀଧନ ଚିକିତ୍ସାଧିକାରୀ ଘଟଣାସ୍ଥଳ ପରିଦର୍ଶନ କରିଛନ୍ତି। ସେ ପଶୁପାଳକମାନଙ୍କ ସହ ଆଲୋଚନା କରି ରୋଗ ସମ୍ପର୍କରେ ତଥ୍ୟ ସଂଗ୍ରହ କରିଥିଲେ। ଆବଶ୍ୟକ ଔଷଧ ଯୋଗାଇ ଦିଆଯିବ ବୋଲି ସେ କହିଥିଲେ। ପଶୁମାନଙ୍କୁ ସମୟୋଚିତ ଟିକାକରଣ କରିବା ପାଇଁ ସେ ପରାମର୍ଶ ଦେଇଛନ୍ତି। [338,1962,490,2140]
masthead-date-line2: ୯ ଜାନୁଆରୀ, ୨୦୨୨ [128,41,222,57]
dhana-box-title: ଚେତାବନୀ ଦେଲେ ଚାଷୀ [184,146,320,169]
prema-col1: ପ୍ରେମ ମଣିଷର ସର୍ବଶ୍ରେଷ୍ଠ ଗୁଣ ଏବଂ ପ୍ରେମ ବିନା ପୃଥିବୀ ସମ୍ଭବ ନୁହେଁ ବୋଲି କବି ଓ ସାହିତ୍ୟିକମାନେ ମତ ଦେଇଛନ୍ତି। ଏକ ପୁସ୍ତକ ଲୋକାର୍ପଣ ଉତ୍ସବରେ ସେମାନେ ଏହି ମତ ପ୍ରକାଶ କରିଥିଲେ। [986,1388,1132,1483]
photo-content [339,705,975,941]
